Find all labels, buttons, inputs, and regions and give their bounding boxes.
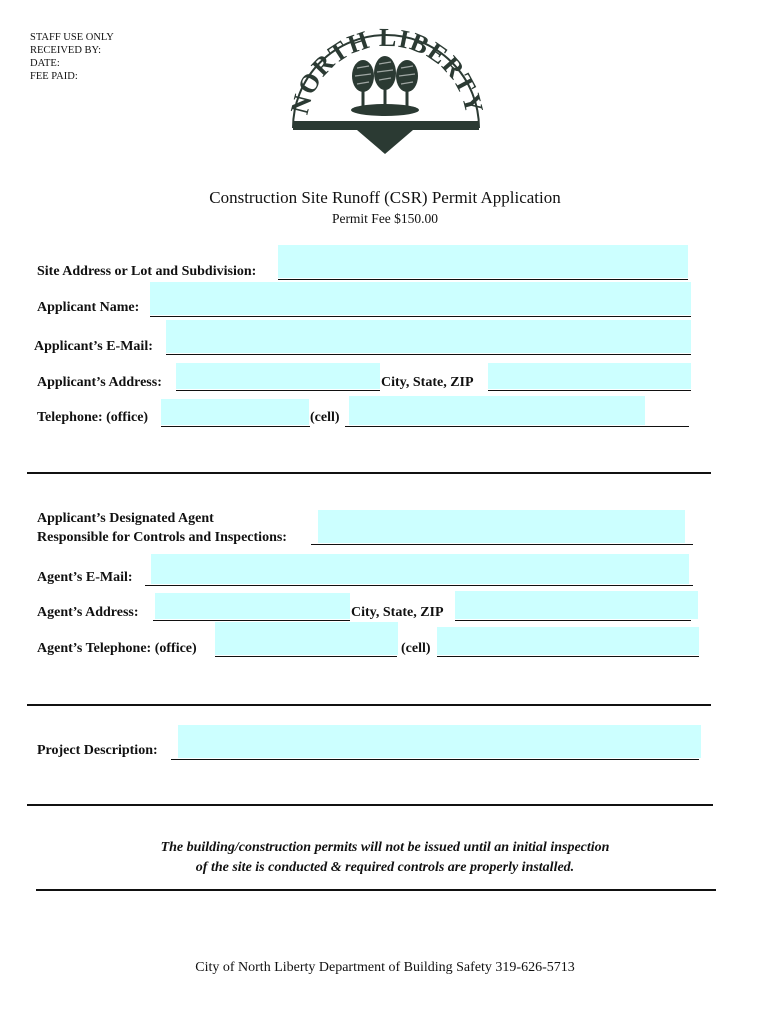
site-address-underline — [278, 279, 688, 280]
agent-telephone-cell-label: (cell) — [401, 641, 431, 656]
telephone-cell-field[interactable] — [349, 396, 645, 425]
north-liberty-logo-graphic — [285, 18, 485, 158]
applicant-name-label: Applicant Name: — [37, 300, 140, 315]
agent-telephone-office-label: Agent’s Telephone: (office) — [37, 641, 197, 656]
telephone-cell-underline — [345, 426, 689, 427]
applicant-address-field[interactable] — [176, 363, 380, 389]
agent-email-label: Agent’s E-Mail: — [37, 570, 133, 585]
telephone-cell-label: (cell) — [310, 410, 340, 425]
project-description-label: Project Description: — [37, 743, 158, 758]
section-divider — [27, 472, 711, 474]
agent-address-field[interactable] — [155, 593, 350, 619]
received-by-label: RECEIVED BY: — [30, 45, 102, 56]
agent-telephone-cell-field[interactable] — [437, 627, 699, 655]
project-description-field[interactable] — [178, 725, 701, 758]
staff-use-only-label: STAFF USE ONLY — [30, 32, 114, 43]
agent-city-underline — [455, 620, 691, 621]
agent-address-underline — [153, 620, 350, 621]
telephone-office-label: Telephone: (office) — [37, 410, 149, 425]
inspection-notice-line-1: The building/construction permits will not be issued until an initial inspection — [160, 840, 610, 855]
designated-agent-field[interactable] — [318, 510, 685, 543]
applicant-name-underline — [150, 316, 691, 317]
section-divider — [27, 704, 711, 706]
applicant-name-field[interactable] — [150, 282, 691, 315]
footer-contact: City of North Liberty Department of Building Safety 319-626-5713 — [195, 960, 575, 975]
project-description-underline — [171, 759, 699, 760]
agent-telephone-office-underline — [215, 656, 397, 657]
agent-telephone-cell-underline — [437, 656, 699, 657]
svg-text:NORTH LIBERTY: NORTH LIBERT — [285, 22, 483, 118]
telephone-office-underline — [161, 426, 310, 427]
staff-use-block — [30, 31, 114, 83]
agent-address-label: Agent’s Address: — [37, 605, 139, 620]
applicant-email-label: Applicant’s E-Mail: — [34, 339, 153, 354]
site-address-field[interactable] — [278, 245, 688, 278]
applicant-email-underline — [166, 354, 691, 355]
section-divider — [36, 889, 716, 891]
applicant-address-label: Applicant’s Address: — [37, 375, 162, 390]
fee-paid-label: FEE PAID: — [30, 71, 78, 82]
page-title: Construction Site Runoff (CSR) Permit Application — [209, 188, 561, 207]
responsible-controls-label: Responsible for Controls and Inspections: — [37, 530, 287, 545]
north-liberty-logo — [285, 18, 485, 158]
inspection-notice — [0, 838, 770, 878]
agent-email-field[interactable] — [151, 554, 689, 584]
designated-agent-underline — [311, 544, 693, 545]
applicant-city-underline — [488, 390, 691, 391]
applicant-address-underline — [176, 390, 380, 391]
applicant-email-field[interactable] — [166, 320, 691, 353]
agent-city-field[interactable] — [455, 591, 698, 619]
agent-telephone-office-field[interactable] — [215, 622, 398, 655]
agent-email-underline — [145, 585, 693, 586]
applicant-city-label: City, State, ZIP — [381, 375, 474, 390]
site-address-label: Site Address or Lot and Subdivision: — [37, 264, 257, 279]
designated-agent-label: Applicant’s Designated Agent — [37, 511, 214, 526]
date-label: DATE: — [30, 58, 60, 69]
applicant-city-field[interactable] — [488, 363, 691, 389]
inspection-notice-line-2: of the site is conducted & required controls are properly installed. — [195, 860, 575, 875]
telephone-office-field[interactable] — [161, 399, 309, 425]
permit-fee: Permit Fee $150.00 — [331, 211, 439, 226]
section-divider — [27, 804, 713, 806]
agent-city-label: City, State, ZIP — [351, 605, 444, 620]
